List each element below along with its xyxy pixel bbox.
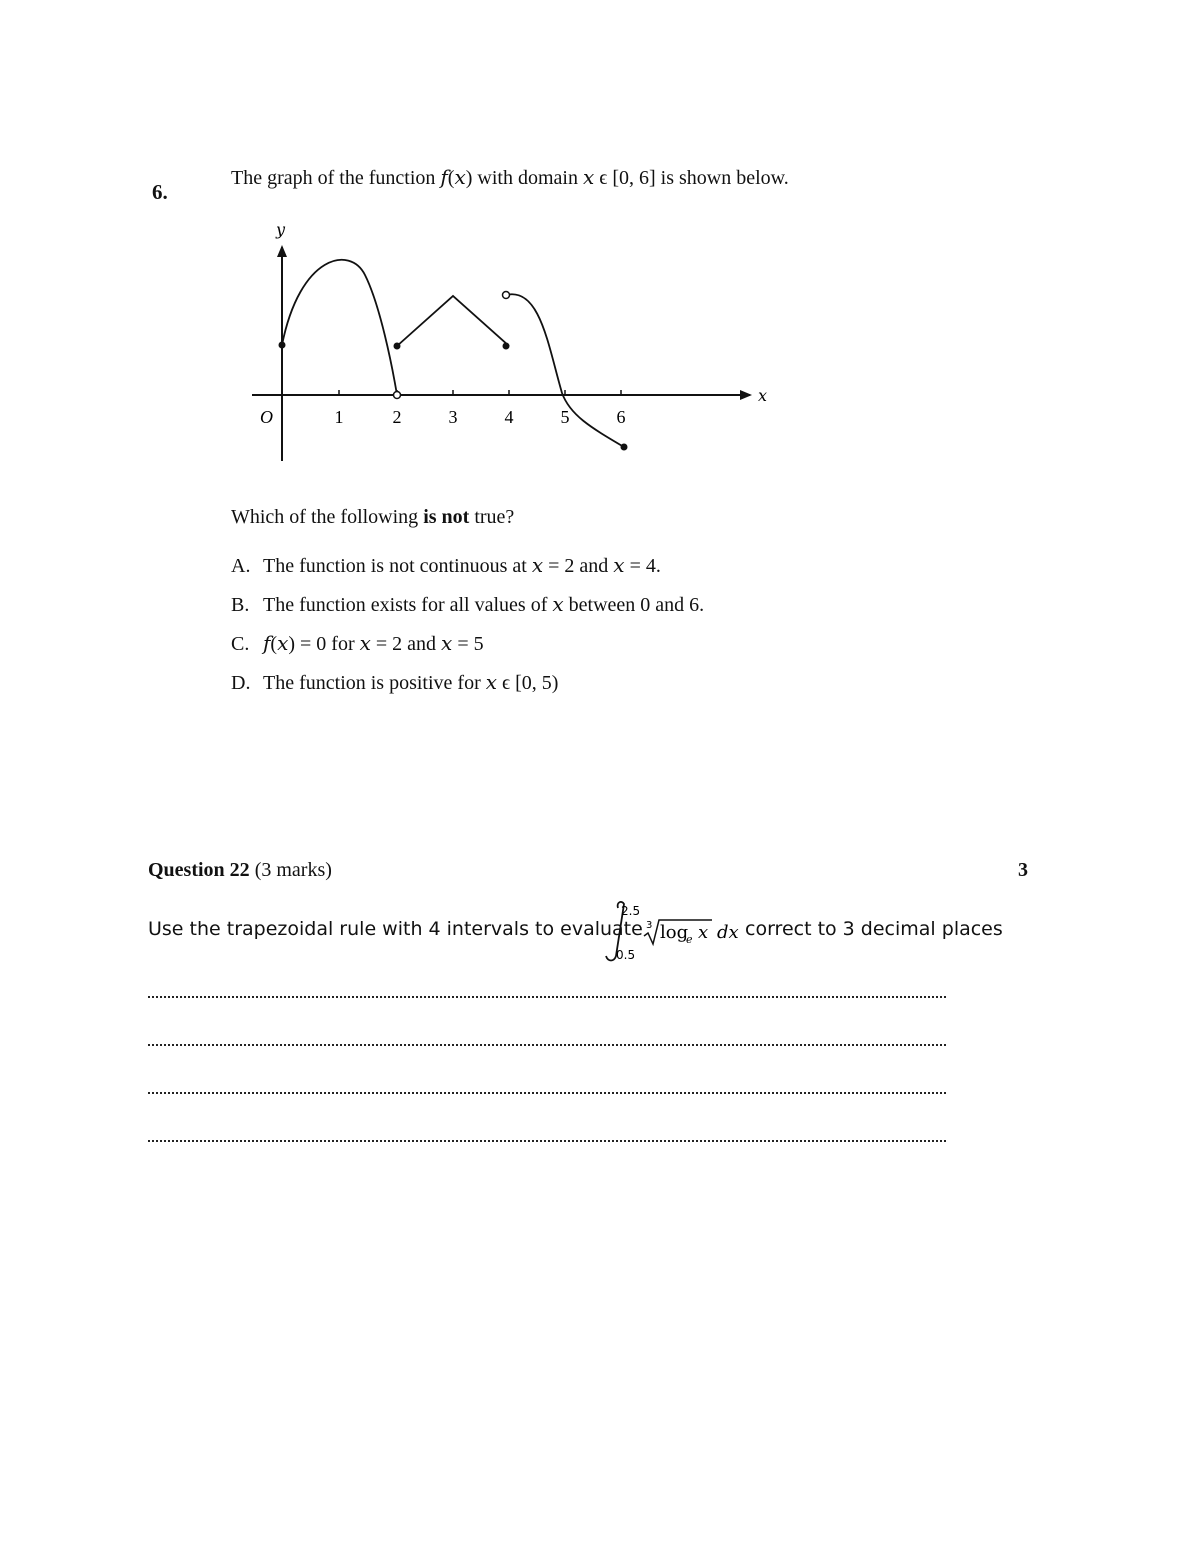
closed-point-x0 (279, 342, 286, 349)
answer-line[interactable] (148, 1092, 946, 1094)
x-axis-label: x (758, 386, 768, 405)
x-tick-labels (335, 407, 626, 427)
option-label: A. (231, 555, 251, 577)
tick-label-6: 6 (616, 407, 626, 427)
question-prompt: Which of the following is not true? (231, 506, 515, 528)
root-index: 3 (646, 920, 653, 931)
prompt-emphasis: is not (423, 506, 470, 528)
integrand-base: e (686, 933, 693, 946)
option-b[interactable] (231, 592, 704, 617)
open-point-x2 (394, 392, 401, 399)
question22-marks: 3 (1018, 859, 1028, 881)
closed-point-x4 (503, 343, 510, 350)
question-number: 6. (152, 180, 168, 204)
function-graph (240, 215, 780, 475)
option-text: The function is not continuous at 𝑥 = 2 and 𝑥 = 4. (263, 555, 661, 577)
tick-label-4: 4 (504, 407, 514, 427)
option-label: B. (231, 594, 250, 616)
stem-function: f (440, 165, 448, 189)
upper-limit: 2.5 (621, 904, 641, 918)
lower-limit: 0.5 (616, 948, 636, 962)
question-stem: The graph of the function f(x) with domain x ϵ [0, 6] is shown below. (231, 165, 789, 189)
curve-parabola (282, 260, 397, 395)
question22-title: Question 22 (3 marks) (148, 859, 332, 881)
curve-tent (397, 296, 509, 346)
y-axis-label: y (276, 220, 286, 239)
question22-text-tail: correct to 3 decimal places (745, 918, 1003, 940)
tick-label-5: 5 (560, 407, 570, 427)
option-text: 𝑓(𝑥) = 0 for 𝑥 = 2 and 𝑥 = 5 (263, 633, 484, 655)
closed-point-x6 (621, 444, 628, 451)
option-text: The function is positive for 𝑥 ϵ [0, 5) (263, 672, 559, 694)
tick-label-2: 2 (392, 407, 402, 427)
tick-label-3: 3 (448, 407, 458, 427)
option-a[interactable] (231, 553, 661, 578)
integrand-log: log (660, 922, 689, 943)
open-point-x4 (503, 292, 510, 299)
tick-label-1: 1 (334, 407, 344, 427)
option-c[interactable] (231, 631, 484, 656)
option-text: The function exists for all values of 𝑥 between 0 and 6. (263, 594, 705, 616)
integral-expression (602, 898, 744, 968)
answer-line[interactable] (148, 996, 946, 998)
closed-point-x2 (394, 343, 401, 350)
option-label: D. (231, 672, 251, 694)
origin-label: O (260, 407, 273, 427)
option-label: C. (231, 633, 250, 655)
answer-line[interactable] (148, 1044, 946, 1046)
differential: dx (717, 922, 739, 943)
stem-variable: x (582, 165, 595, 189)
integrand-var: x (698, 922, 709, 943)
stem-text: The graph of the function (231, 167, 441, 189)
option-d[interactable] (231, 670, 558, 695)
answer-line[interactable] (148, 1140, 946, 1142)
stem-text-mid: with domain (472, 167, 583, 189)
question22-text: Use the trapezoidal rule with 4 intervals to evaluate (148, 918, 643, 940)
stem-text-post: ϵ [0, 6] is shown below. (594, 167, 789, 189)
